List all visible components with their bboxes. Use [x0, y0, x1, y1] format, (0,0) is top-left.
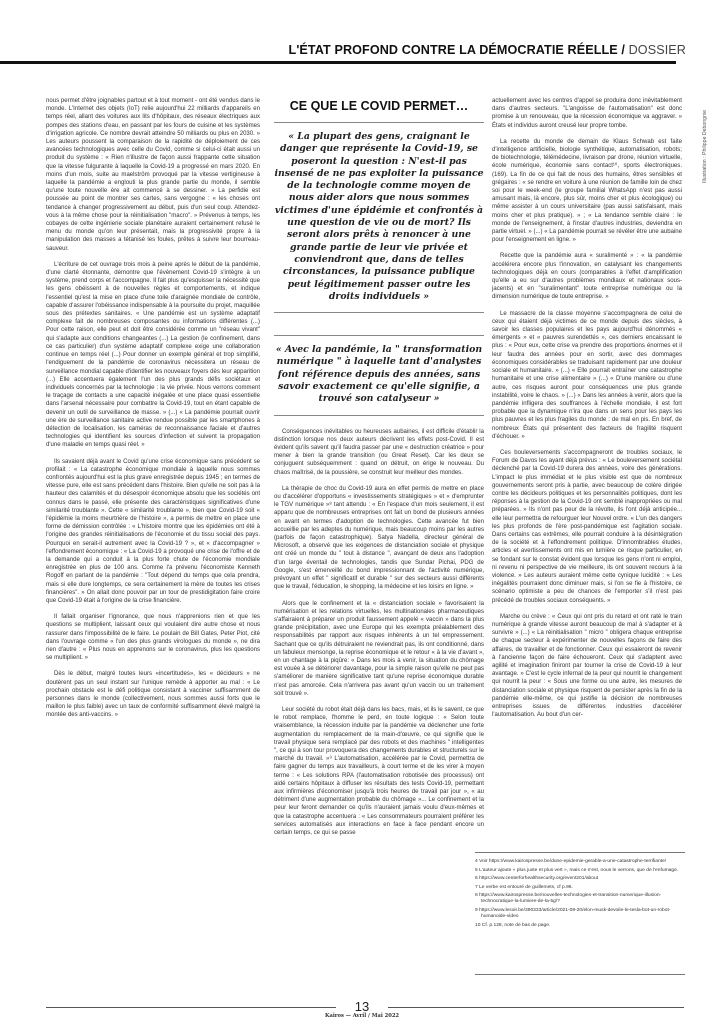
- footnotes: [475, 852, 685, 931]
- paragraph: La thérapie de choc du Covid-19 aura en effet permis de mettre en place ou d'accélérer d'opportuns « investissements stratégiques » et « d'emprunter le TGV numérique »⁸ tant attendu : « En l'espace d'un mois seulement, il est apparu que de nombreuses entreprises ont fait un bond de plusieurs années en avant en termes d'adoption de technologies. Cette avancée fut bien accueillie par les adeptes du numérique, mais beaucoup moins par les autres (parfois de façon catastrophique). Satya Nadella, directeur général de Microsoft, a observé que les exigences de distanciation sociale et physique ont créé un monde du " tout à distance ", avançant de deux ans l'adoption d'un large éventail de technologies, tandis que Sundar Pichai, PDG de Google, s'est émerveillé du bond impressionnant de l'activité numérique, prévoyant un effet " significatif et durable " sur des secteurs aussi différents que le travail, l'éducation, le shopping, la médecine et les loisirs en ligne. »: [274, 485, 484, 591]
- paragraph: L'écriture de cet ouvrage trois mois à peine après le début de la pandémie, d'une clarté étonnante, démontre que l'évènement Covid-19 s'intègre à un système, prend corps et l'accompagne. Il fait plus qu'esquisser la nécessité que les gens obéissent à de nouvelles règles et comportements, et indique l'essentiel qu'est la mise en place d'une toile d'araignée mondiale de contrôle, capable d'assurer l'obéissance indispensable à la poursuite du projet, maquillée sous des prétextes sanitaires. « Une pandémie est un système adaptatif complexe fait de nombreuses composantes ou informations différentes (...) Pour cette raison, elle peut et doit être considérée comme un "réseau vivant" qui s'adapte aux conditions changeantes (...) La gestion (le confinement, dans ce cas particulier) d'un système adaptatif complexe exige une collaboration continue en temps réel (...) Pour donner un exemple général et trop simplifié, l'endiguement de la pandémie de coronavirus nécessitera un réseau de surveillance mondial capable d'identifier les nouveaux foyers dès leur apparition (...) Elle accentuera également l'un des plus grands défis sociétaux et individuels concernés par la technologie : la vie privée. Nous verrons comment le traçage de contacts a une capacité inégalée et une place quasi essentielle dans l'arsenal nécessaire pour combattre la Covid-19, tout en étant capable de devenir un outil de surveillance de masse. » (...) « La pandémie pourrait ouvrir une ère de surveillance sanitaire active rendue possible par les smartphones à détection de localisation, les caméras de reconnaissance faciale et d'autres technologies qui identifient les sources d'infection et suivent la propagation d'une maladie en temps quasi réel. »: [46, 261, 260, 449]
- paragraph: Leur société du robot était déjà dans les bacs, mais, et ils le savent, ce que le robot remplace, l'homme le perd, en toute logique : « Selon toute vraisemblance, la récession induite par la pandémie va déclencher une forte augmentation du remplacement de la main-d'œuvre, ce qui signifie que le travail physique sera remplacé par des robots et des machines " intelligentes ", ce qui à son tour provoquera des changements durables et structurels sur le marché du travail. »⁹ L'automatisation, accélérée par le Covid, permettra de faire gagner du temps aux travailleurs, à court terme et de les virer à moyen terme : « Les solutions RPA (l'automatisation robotisée des processus) ont aidé certains hôpitaux à diffuser les résultats des tests Covid-19, permettant aux infirmières d'économiser jusqu'à trois heures de travail par jour », « au détriment d'une augmentation probable du chômage »... Le confinement et la peur leur feront demander ce qu'ils n'auraient jamais voulu d'eux-mêmes et que la catastrophe accentuera : « Les consommateurs pourraient préférer les services automatisés aux interactions en face à face pendant encore un certain temps, ce qui se passe: [274, 706, 484, 836]
- paragraph: Dès le début, malgré toutes leurs «incertitudes», les « décideurs » ne doutèrent pas un seul instant sur l'unique remède à apporter au mal : « Le prochain obstacle est le défi politique consistant à vacciner suffisamment de personnes dans le monde (collectivement, nous sommes aussi forts que le maillon le plus faible) avec un taux de conformité suffisamment élevé malgré la montée des anti-vaccins. »: [46, 671, 260, 719]
- footnote: 8 https://www.kairospresse.be/nouvelles-technologies-et-transition-numerique-illusion-technocratique-la-lumiere-de-la-5g/?: [475, 893, 662, 905]
- running-head-separator: /: [617, 43, 629, 57]
- divider: [274, 335, 484, 336]
- paragraph: Recette que la pandémie aura « suralimenté » : « la pandémie accélérera encore plus l'innovation, en catalysant les changements technologiques déjà en cours (comparables à l'effet d'amplification qu'elle a eu sur d'autres problèmes mondiaux et nationaux sous-jacents) et en "suralimentant" toute entreprise numérique ou la dimension numérique de toute entreprise. »: [492, 253, 682, 301]
- page-header: [0, 0, 724, 70]
- footer-rule-left: [46, 1007, 336, 1008]
- pull-quote: « Avec la pandémie, la " transformation numérique " à laquelle tant d'analystes font référence depuis des années, sans savoir exactement ce qu'elle signifie, a trouvé son catalyseur »: [275, 344, 483, 405]
- pull-quote: « La plupart des gens, craignant le danger que représente la Covid-19, se poseront la question : N'est-il pas insensé de ne pas exploiter la puissance de la technologie comme moyen de nous aider alors que nous sommes victimes d'une épidémie et confrontés à une question de vie ou de mort? Ils seront alors prêts à renoncer à une grande partie de leur vie privée et conviendront que, dans de telles circonstances, la puissance publique peut légitimement passer outre les droits individuels »: [274, 131, 484, 302]
- footnote: 6 https://www.centerforhealthsecurity.org/event201/about: [475, 876, 599, 882]
- paragraph: Conséquences inévitables ou heureuses aubaines, il est difficile d'établir la distinction lorsque nos deux auteurs décrivent les effets post-Covid. Il est évident qu'ils savent qu'il faudra passer par une « destruction créatrice » pour mener à bien la grande transition (ou Great Reset). Car les deux se conjuguent subséquemment : quand on détruit, on érige le nouveau. Du chaos maîtrisé, de la poussière, se construit leur meilleur des mondes.: [274, 428, 484, 476]
- header-rule: [0, 61, 676, 64]
- footer-rule-right: [388, 1007, 684, 1008]
- illustration-credit: Illustration : Philippe Debongnie: [702, 110, 708, 183]
- footnote: 5 L'auteur ajoute « plus juste et plus vert », mais ce n'est, nous le verrons, que de l'enfumage.: [475, 867, 679, 873]
- footnote: 10 Cf. p.128, note de bas de page.: [475, 922, 551, 928]
- paragraph: La recette du monde de demain de Klaus Schwab est faite d'intelligence artificielle, biologie synthétique, automatisation, robots; de biotechnologie, télémédecine, livraison par drone, réunion virtuelle, école numérique, économie sans contact¹⁰, sports électroniques. (169). La fin de ce qui fait de nous des humains, êtres sensibles et grégaires : « se rendre en voiture à une réunion de famille loin de chez soi pour le week-end (le groupe familial WhatsApp n'est pas aussi amusant mais, là encore, plus sûr, moins cher et plus écologique) ou même assister à un cours universitaire (pas aussi satisfaisant, mais moins cher et plus pratique). » ; « La tendance semble claire : le monde de l'enseignement, à l'instar d'autres industries, deviendra en partie virtuel. » (...) « La pandémie pourrait se révéler être une aubaine pour l'enseignement en ligne. »: [492, 138, 682, 244]
- running-head-section: DOSSIER: [628, 43, 686, 57]
- paragraph: Ces bouleversements s'accompagneront de troubles sociaux, le Forum de Davos les ayant déjà prévus : « Le bouleversement sociétal déclenché par la Covid-19 durera des années, voire des générations. L'impact le plus immédiat et le plus visible est que de nombreux gouvernements seront pris à partie, avec beaucoup de colère dirigée contre les décideurs politiques et les personnalités politiques, dont les réponses à la gestion de la Covid-19 ont semblé inappropriées ou mal préparées. » Ils n'ont pas peur de la révolte, ils l'ont déjà anticipée... elle leur permettra de refourguer leur Nouvel ordre. « L'un des dangers les plus profonds de l'ère post-pandémique est l'agitation sociale. Dans certains cas extrêmes, elle pourrait conduire à la désintégration de la société et à l'effondrement politique. D'innombrables études, articles et avertissements ont mis en lumière ce risque particulier, en se fondant sur le constat évident que lorsque les gens n'ont ni emploi, ni revenu ni perspective de vie meilleure, ils ont souvent recours à la violence. » Les auteurs auraient même cette cynique lucidité : « Les inégalités pourraient donc diminuer mais, si l'on se fie à l'histoire, ce scénario optimiste a peu de chances de l'emporter s'il n'est pas précédé de troubles sociaux conséquents. »: [492, 449, 682, 604]
- column-3: [492, 97, 682, 727]
- page-number: 13: [354, 999, 370, 1014]
- box-title: CE QUE LE COVID PERMET…: [289, 99, 469, 113]
- divider: [274, 122, 484, 123]
- paragraph: Ils savaient déjà avant le Covid qu'une crise économique sans précédent se profilait : « La catastrophe économique mondiale à laquelle nous sommes confrontés aujourd'hui est la plus grave enregistrée depuis 1945 ; en termes de vitesse pure, elle est sans précédent dans l'histoire. Bien qu'elle ne soit pas à la hauteur des calamités et du désespoir économique absolu que les sociétés ont connus dans le passé, elle présente des caractéristiques significatives d'une similarité troublante ». Cette « similarité troublante », bien que Covid-19 soit « l'épidémie la moins meurtrière de l'histoire », a permis de mettre en place une forme de démission contrôlée : « L'histoire montre que les épidémies ont été à l'origine des grandes réinitialisations de l'économie et du tissu social des pays. Pourquoi en serait-il autrement avec la Covid-19 ? », et « d'accompagner » l'effondrement économique : « La Covid-19 a provoqué une crise de l'offre et de la demande qui a conduit à la plus forte chute de l'économie mondiale enregistrée en plus de 100 ans. Comme l'a prévenu l'économiste Kenneth Rogoff en parlant de la pandémie : "Tout dépend du temps que cela prendra, mais si elle dure longtemps, ce sera certainement la mère de toutes les crises financières". » On allait donc pouvoir par un tour de prestidigitation faire croire que Covid-19 était à l'origine de la crise financière.: [46, 458, 260, 604]
- footnote: 4 Voir https://www.kairospresse.be/dune-epidemie-gerable-a-une-catastrophe-terrifiante/: [475, 859, 667, 864]
- running-head: [289, 43, 686, 57]
- divider: [274, 312, 484, 313]
- paragraph: Il fallait organiser l'ignorance, que nous n'apprenions rien et que les questions se multiplient, laissant ceux qui voulaient dire autre chose et nous rassurer dans l'impossibilité de le faire. Le poulain de Bill Gates, Peter Piot, cité dans l'ouvrage comme « l'un des plus grands virologues du monde », ne dira rien d'autre : « Plus nous en apprenons sur le coronavirus, plus les questions se multiplient. »: [46, 614, 260, 662]
- paragraph: Alors que le confinement et la « distanciation sociale » favorisaient la numérisation et les relations virtuelles, les multinationales pharmaceutiques s'affairaient à préparer un produit faussement appelé « vaccin » dans la plus grande précipitation, avec une Europe qui les exempta préalablement des responsabilités par rapport aux risques inhérents à un tel empressement. Sachant que ce qu'ils détruiraient ne reviendrait pas, ils ont conditionné, dans un fabuleux mensonge, la reprise économique et le retour « à la vie d'avant », en un chantage à la piqûre: « Dans les mois à venir, la situation du chômage est vouée à se détériorer davantage, pour la simple raison qu'elle ne peut pas s'améliorer de manière significative tant qu'une reprise économique durable n'est pas amorcée. Cela n'arrivera pas avant qu'un vaccin ou un traitement soit trouvé ».: [274, 600, 484, 697]
- column-2: [274, 97, 484, 845]
- paragraph: Le massacre de la classe moyenne s'accompagnera de celui de ceux qui étaient déjà victimes de ce monde depuis des siècles, à savoir les classes populaires et les pays aujourd'hui dénommés « émergents » et « pauvres surendettés », ces derniers encaissant le plus : « Pour eux, cette crise va prendre des proportions énormes et il leur faudra des années pour en sortir, avec des dommages économiques considérables se traduisant rapidement par une douleur sociale et humanitaire. » (...) « Elle pourrait entraîner une catastrophe humanitaire et une crise alimentaire » (...) « D'une manière ou d'une autre, ces risques auront pour conséquences une plus grande instabilité, voire le chaos. » (...) « Dans les années à venir, alors que la pandémie infligera des souffrances à l'échelle mondiale, il est fort probable que la dynamique n'ira que dans un sens pour les pays les plus pauvres et les plus fragiles du monde : de mal en pis. En bref, de nombreux États qui présentent des facteurs de fragilité risquent d'échouer. »: [492, 310, 682, 440]
- divider: [475, 974, 685, 975]
- paragraph: actuellement avec les centres d'appel se produira donc inévitablement dans d'autres secteurs. "L'angoisse de l'automatisation" est donc promise à un renouveau, que la récession économique va aggraver. » États et individus auront creusé leur propre tombe.: [492, 98, 682, 129]
- issue-line: Kairos — Avril / Mai 2022: [324, 1013, 400, 1019]
- running-head-title: L'ÉTAT PROFOND CONTRE LA DÉMOCRATIE RÉELLE: [288, 43, 618, 57]
- column-1: [46, 97, 260, 728]
- paragraph: nous permet d'être joignables partout et à tout moment - ont été vendus dans le monde. L'Internet des objets (IoT) relie aujourd'hui 22 milliards d'appareils en temps réel, allant des voitures aux lits d'hôpitaux, des réseaux électriques aux pompes des stations d'eau, en passant par les fours de cuisine et les systèmes d'irrigation agricole. Ce nombre devrait atteindre 50 milliards ou plus en 2030. » Les auteurs poussent la comparaison de la rapidité de déploiement de ces avancées technologiques avec celle du Covid, comme si celui-ci était aussi un produit du système : « Rien n'illustre de façon aussi frappante cette situation que la vitesse fulgurante à laquelle la Covid-19 a progressé en mars 2020. En moins d'un mois, suite au maelström provoqué par la vitesse vertigineuse à laquelle la pandémie a englouti la plus grande partie du monde, il semble qu'une toute nouvelle ère ait commencé à se dessiner. » La perfidie est poussée au point de montrer ses cartes, sans vergogne : « les choses ont tendance à changer progressivement au début, puis d'un seul coup. Attendez-vous à la même chose pour la réinitialisation "macro". » Prévenus à temps, les cobayes de cette ingénierie sociale planétaire auraient certainement refusé le menu du monde qu'on leur présentait, mais la progressivité propre à la manipulation des masses a tétanisé les foules, prêtes à suivre leur bourreau-sauveur.: [46, 98, 260, 252]
- divider: [274, 415, 484, 416]
- footnote: 7 Le verbe est entouré de guillemets, cf p.96.: [475, 884, 573, 890]
- footnote: 9 https://www.lesoir.be/390333/article/2021-08-20/elon-musk-devoile-le-tesla-bot-un-robot-humanoide-video: [475, 907, 671, 919]
- paragraph: Marche ou crève : « Ceux qui ont pris du retard et ont raté le train numérique à grande vitesse auront beaucoup de mal à s'adapter et à survivre » (...) « La réinitialisation " micro " obligera chaque entreprise de chaque secteur à expérimenter de nouvelles façons de faire des affaires, de travailler et de fonctionner. Ceux qui essaieront de revenir à l'ancienne façon de faire échoueront. Ceux qui s'adaptent avec agilité et imagination finiront par tourner la crise de Covid-19 à leur avantage. » C'est le cycle infernal de la peur qui nourrit le changement qui nourrit la peur : « Sous une forme ou une autre, les mesures de distanciation sociale et physique risquent de persister après la fin de la pandémie elle-même, ce qui justifie la décision de nombreuses entreprises issues de différentes industries d'accélérer l'automatisation. Au bout d'un cer-: [492, 613, 682, 719]
